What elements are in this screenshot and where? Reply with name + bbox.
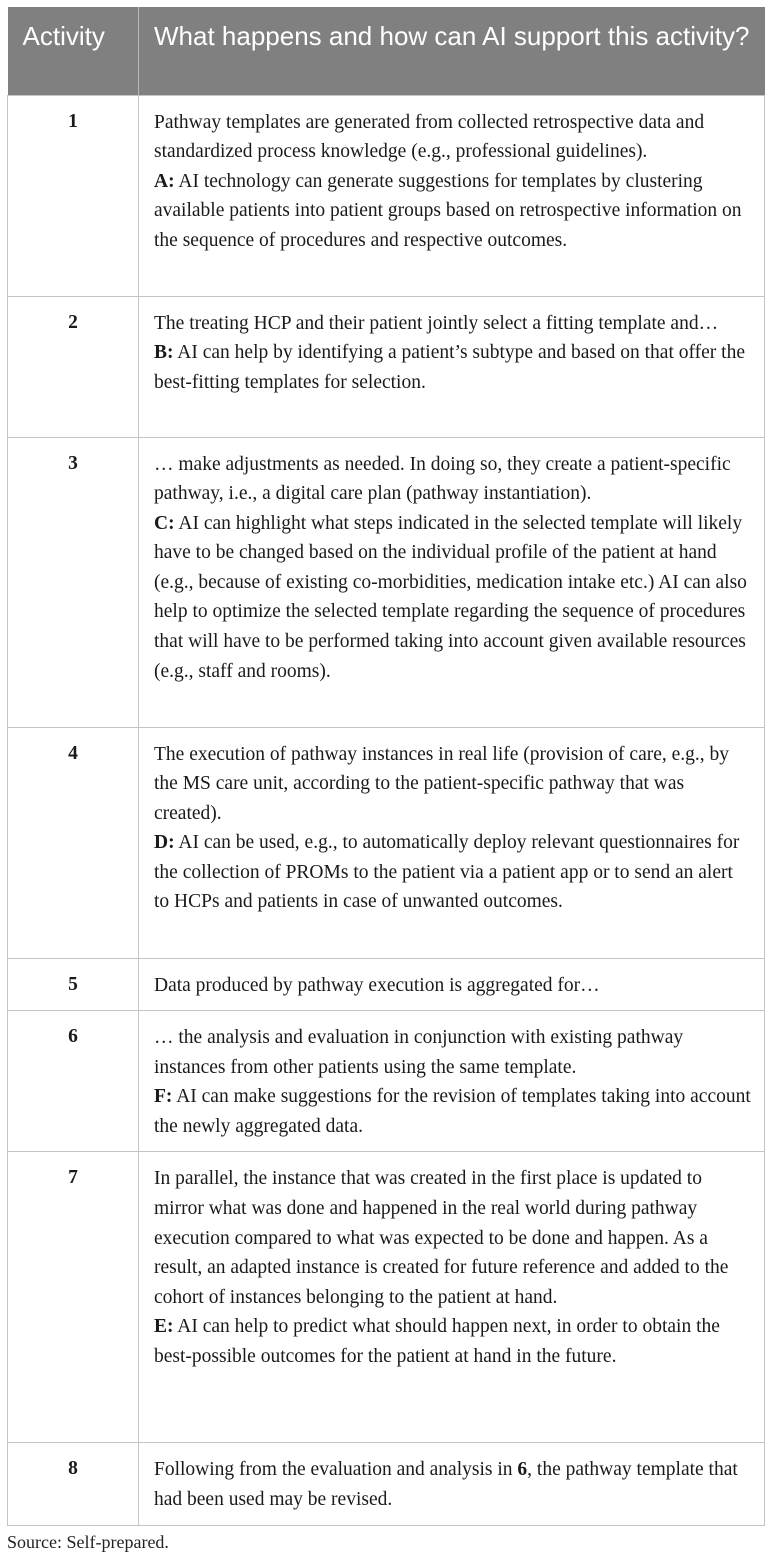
activity-description xyxy=(154,1455,752,1514)
table-row xyxy=(8,437,765,727)
ai-support xyxy=(154,828,752,917)
ai-support xyxy=(154,509,752,687)
description-after: , the pathway template that had been used may be revised. xyxy=(154,1459,738,1511)
ai-support xyxy=(154,1082,752,1141)
table-row xyxy=(8,958,765,1011)
activity-cell xyxy=(139,95,765,296)
ai-text: AI can make suggestions for the revision of templates taking into account the newly aggregated data. xyxy=(154,1086,751,1137)
table-row xyxy=(8,1152,765,1443)
activity-number: 2 xyxy=(8,296,139,437)
table-row xyxy=(8,1011,765,1152)
activity-description: Pathway templates are generated from collected retrospective data and standardized process knowledge (e.g., professional guidelines). xyxy=(154,111,705,163)
activity-cell xyxy=(139,437,765,727)
activity-table-container xyxy=(7,7,764,1526)
table-row xyxy=(8,296,765,437)
activity-number: 3 xyxy=(8,437,139,727)
header-row xyxy=(8,7,765,95)
ai-support xyxy=(154,1312,752,1371)
ai-label: F: xyxy=(154,1086,173,1108)
activity-cell xyxy=(139,296,765,437)
activity-number: 8 xyxy=(8,1443,139,1525)
activity-description: Data produced by pathway execution is aggregated for… xyxy=(154,974,600,996)
activity-description: In parallel, the instance that was created in the first place is updated to mirror what was done and happened in the real world during pathway execution compared to what was expected to be done and happen. As a result, an adapted instance is created for future reference and added to the cohort of instances belonging to the patient at hand. xyxy=(154,1168,729,1308)
ai-text: AI can be used, e.g., to automatically deploy relevant questionnaires for the collection of PROMs to the patient via a patient app or to send an alert to HCPs and patients in case of unwanted outcomes. xyxy=(154,832,740,913)
activity-cell xyxy=(139,1443,765,1525)
activity-cell xyxy=(139,1152,765,1443)
description-before: Following from the evaluation and analysis in xyxy=(154,1459,518,1481)
ai-text: AI can help by identifying a patient’s subtype and based on that offer the best-fitting templates for selection. xyxy=(154,342,745,393)
table-row xyxy=(8,727,765,958)
ai-support xyxy=(154,167,752,256)
activity-number: 7 xyxy=(8,1152,139,1443)
ai-text: AI can help to predict what should happen next, in order to obtain the best-possible outcomes for the patient at hand in the future. xyxy=(154,1316,720,1368)
activity-number: 5 xyxy=(8,958,139,1011)
activity-cell xyxy=(139,958,765,1011)
ai-text: AI can highlight what steps indicated in the selected template will likely have to be changed based on the individual profile of the patient at hand (e.g., because of existing co-morbidities, medication intake etc.) AI can also help to optimize the selected template regarding the sequence of procedures that will have to be performed taking into account given available resources (e.g., staff and rooms). xyxy=(154,512,747,682)
header-description: What happens and how can AI support this activity? xyxy=(139,7,765,95)
table-row xyxy=(8,1443,765,1525)
activity-table xyxy=(7,7,765,1526)
activity-number: 4 xyxy=(8,727,139,958)
ai-label: C: xyxy=(154,512,175,534)
activity-description: … make adjustments as needed. In doing so, they create a patient-specific pathway, i.e., a digital care plan (pathway instantiation). xyxy=(154,453,731,505)
activity-description: … the analysis and evaluation in conjunction with existing pathway instances from other patients using the same template. xyxy=(154,1027,684,1078)
activity-description: The treating HCP and their patient jointly select a fitting template and… xyxy=(154,312,719,334)
source-note: Source: Self-prepared. xyxy=(7,1532,169,1552)
table-body xyxy=(8,95,765,1525)
activity-description: The execution of pathway instances in real life (provision of care, e.g., by the MS care unit, according to the patient-specific pathway that was created). xyxy=(154,743,730,824)
activity-reference: 6 xyxy=(517,1459,528,1481)
header-activity: Activity xyxy=(8,7,139,95)
ai-label: E: xyxy=(154,1316,174,1338)
ai-label: A: xyxy=(154,170,175,192)
activity-number: 1 xyxy=(8,95,139,296)
ai-support xyxy=(154,338,752,397)
activity-cell xyxy=(139,727,765,958)
table-header xyxy=(8,7,765,95)
activity-number: 6 xyxy=(8,1011,139,1152)
table-row xyxy=(8,95,765,296)
ai-text: AI technology can generate suggestions for templates by clustering available patients into patient groups based on retrospective information on the sequence of procedures and respective outcomes. xyxy=(154,170,742,251)
ai-label: B: xyxy=(154,342,174,364)
ai-label: D: xyxy=(154,832,175,854)
activity-cell xyxy=(139,1011,765,1152)
